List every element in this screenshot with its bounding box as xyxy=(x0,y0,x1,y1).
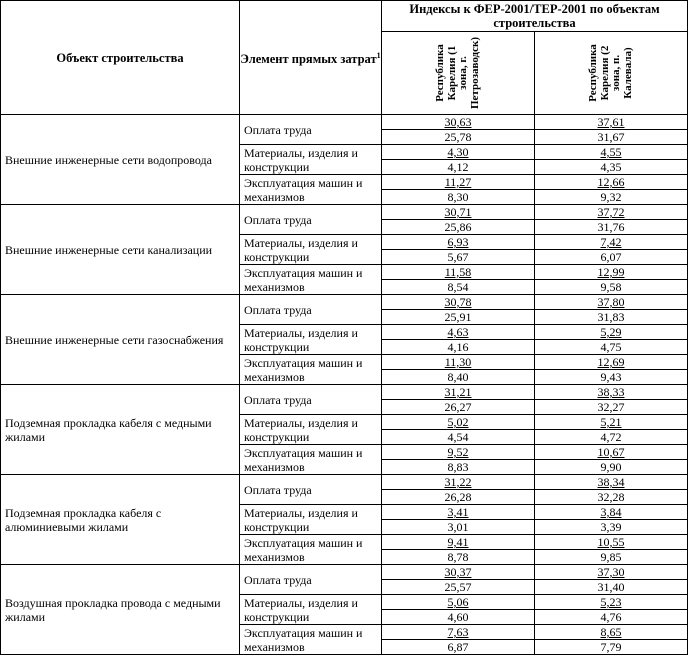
index-value-previous: 8,54 xyxy=(382,280,535,295)
index-value-current: 11,58 xyxy=(382,265,535,280)
index-value-previous: 8,78 xyxy=(382,550,535,565)
index-value-previous: 8,83 xyxy=(382,460,535,475)
index-value-previous: 4,72 xyxy=(535,430,688,445)
table-row xyxy=(1,115,688,130)
index-value-previous: 31,76 xyxy=(535,220,688,235)
header-region-1 xyxy=(382,32,535,115)
index-value-previous: 32,27 xyxy=(535,400,688,415)
index-value-previous: 31,83 xyxy=(535,310,688,325)
index-value-current: 9,41 xyxy=(382,535,535,550)
cost-element: Оплата труда xyxy=(240,475,382,505)
index-value-current: 4,30 xyxy=(382,145,535,160)
index-value-previous: 9,43 xyxy=(535,370,688,385)
index-value-previous: 9,32 xyxy=(535,190,688,205)
cost-element: Эксплуатация машин и механизмов xyxy=(240,535,382,565)
index-value-current: 9,52 xyxy=(382,445,535,460)
index-value-previous: 3,39 xyxy=(535,520,688,535)
index-value-current: 5,29 xyxy=(535,325,688,340)
header-indices-label: Индексы к ФЕР-2001/ТЕР-2001 по объектам строительства xyxy=(409,2,660,30)
header-region-1-label: Республика Карелия (1 зона, г. Петрозаводск) xyxy=(434,37,481,110)
index-value-current: 12,99 xyxy=(535,265,688,280)
index-value-current: 3,84 xyxy=(535,505,688,520)
table-row xyxy=(1,295,688,310)
index-value-previous: 6,07 xyxy=(535,250,688,265)
index-value-previous: 5,67 xyxy=(382,250,535,265)
index-value-previous: 9,90 xyxy=(535,460,688,475)
index-value-current: 37,72 xyxy=(535,205,688,220)
cost-element: Оплата труда xyxy=(240,385,382,415)
index-value-current: 30,63 xyxy=(382,115,535,130)
cost-element: Эксплуатация машин и механизмов xyxy=(240,625,382,655)
table-body xyxy=(1,115,688,655)
index-value-previous: 4,76 xyxy=(535,610,688,625)
index-value-current: 5,21 xyxy=(535,415,688,430)
index-value-previous: 8,40 xyxy=(382,370,535,385)
index-value-previous: 26,27 xyxy=(382,400,535,415)
cost-element: Оплата труда xyxy=(240,295,382,325)
index-value-previous: 25,57 xyxy=(382,580,535,595)
index-value-current: 11,27 xyxy=(382,175,535,190)
index-value-previous: 3,01 xyxy=(382,520,535,535)
cost-element: Материалы, изделия и конструкции xyxy=(240,325,382,355)
cost-element: Эксплуатация машин и механизмов xyxy=(240,265,382,295)
cost-element: Материалы, изделия и конструкции xyxy=(240,505,382,535)
cost-element: Эксплуатация машин и механизмов xyxy=(240,175,382,205)
cost-element: Материалы, изделия и конструкции xyxy=(240,145,382,175)
index-value-previous: 32,28 xyxy=(535,490,688,505)
index-value-current: 37,61 xyxy=(535,115,688,130)
header-object-label: Объект строительства xyxy=(56,50,184,65)
index-value-previous: 26,28 xyxy=(382,490,535,505)
cost-element: Оплата труда xyxy=(240,205,382,235)
index-value-current: 12,66 xyxy=(535,175,688,190)
index-value-previous: 7,79 xyxy=(535,640,688,655)
index-value-current: 5,23 xyxy=(535,595,688,610)
index-value-current: 11,30 xyxy=(382,355,535,370)
index-value-current: 12,69 xyxy=(535,355,688,370)
object-name: Подземная прокладка кабеля с алюминиевыми жилами xyxy=(1,475,240,565)
object-name: Внешние инженерные сети газоснабжения xyxy=(1,295,240,385)
header-indices xyxy=(382,1,688,32)
table-row xyxy=(1,205,688,220)
index-value-previous: 25,78 xyxy=(382,130,535,145)
index-value-current: 3,41 xyxy=(382,505,535,520)
index-value-previous: 8,30 xyxy=(382,190,535,205)
cost-element: Материалы, изделия и конструкции xyxy=(240,595,382,625)
index-value-previous: 31,67 xyxy=(535,130,688,145)
header-element-footnote: 1 xyxy=(376,50,381,60)
index-value-previous: 4,12 xyxy=(382,160,535,175)
object-name: Подземная прокладка кабеля с медными жилами xyxy=(1,385,240,475)
index-value-previous: 9,58 xyxy=(535,280,688,295)
index-value-current: 30,71 xyxy=(382,205,535,220)
index-value-current: 6,93 xyxy=(382,235,535,250)
index-value-current: 10,67 xyxy=(535,445,688,460)
index-value-previous: 4,16 xyxy=(382,340,535,355)
cost-element: Материалы, изделия и конструкции xyxy=(240,415,382,445)
index-value-current: 5,06 xyxy=(382,595,535,610)
index-value-previous: 4,35 xyxy=(535,160,688,175)
index-value-previous: 4,54 xyxy=(382,430,535,445)
index-value-current: 30,37 xyxy=(382,565,535,580)
index-value-current: 37,30 xyxy=(535,565,688,580)
index-value-previous: 9,85 xyxy=(535,550,688,565)
index-value-current: 37,80 xyxy=(535,295,688,310)
index-value-current: 4,55 xyxy=(535,145,688,160)
cost-element: Оплата труда xyxy=(240,115,382,145)
index-value-current: 31,22 xyxy=(382,475,535,490)
cost-element: Оплата труда xyxy=(240,565,382,595)
header-element xyxy=(240,1,382,115)
index-value-current: 38,34 xyxy=(535,475,688,490)
index-value-current: 38,33 xyxy=(535,385,688,400)
cost-element: Эксплуатация машин и механизмов xyxy=(240,355,382,385)
cost-element: Материалы, изделия и конструкции xyxy=(240,235,382,265)
index-value-current: 5,02 xyxy=(382,415,535,430)
index-value-current: 7,63 xyxy=(382,625,535,640)
header-region-2-label: Республика Карелия (2 зона, п. Калевала) xyxy=(587,44,634,102)
index-value-previous: 31,40 xyxy=(535,580,688,595)
index-value-previous: 25,86 xyxy=(382,220,535,235)
index-value-current: 31,21 xyxy=(382,385,535,400)
index-value-previous: 4,60 xyxy=(382,610,535,625)
object-name: Внешние инженерные сети водопровода xyxy=(1,115,240,205)
table-row xyxy=(1,475,688,490)
index-value-current: 4,63 xyxy=(382,325,535,340)
index-value-current: 30,78 xyxy=(382,295,535,310)
object-name: Внешние инженерные сети канализации xyxy=(1,205,240,295)
cost-element: Эксплуатация машин и механизмов xyxy=(240,445,382,475)
index-value-previous: 4,75 xyxy=(535,340,688,355)
index-value-current: 7,42 xyxy=(535,235,688,250)
index-value-current: 8,65 xyxy=(535,625,688,640)
header-region-2 xyxy=(535,32,688,115)
index-value-previous: 25,91 xyxy=(382,310,535,325)
table-row xyxy=(1,565,688,580)
object-name: Воздушная прокладка провода с медными жилами xyxy=(1,565,240,655)
table-row xyxy=(1,385,688,400)
index-value-current: 10,55 xyxy=(535,535,688,550)
header-element-label: Элемент прямых затрат xyxy=(240,52,377,67)
index-value-previous: 6,87 xyxy=(382,640,535,655)
header-object xyxy=(1,1,240,115)
